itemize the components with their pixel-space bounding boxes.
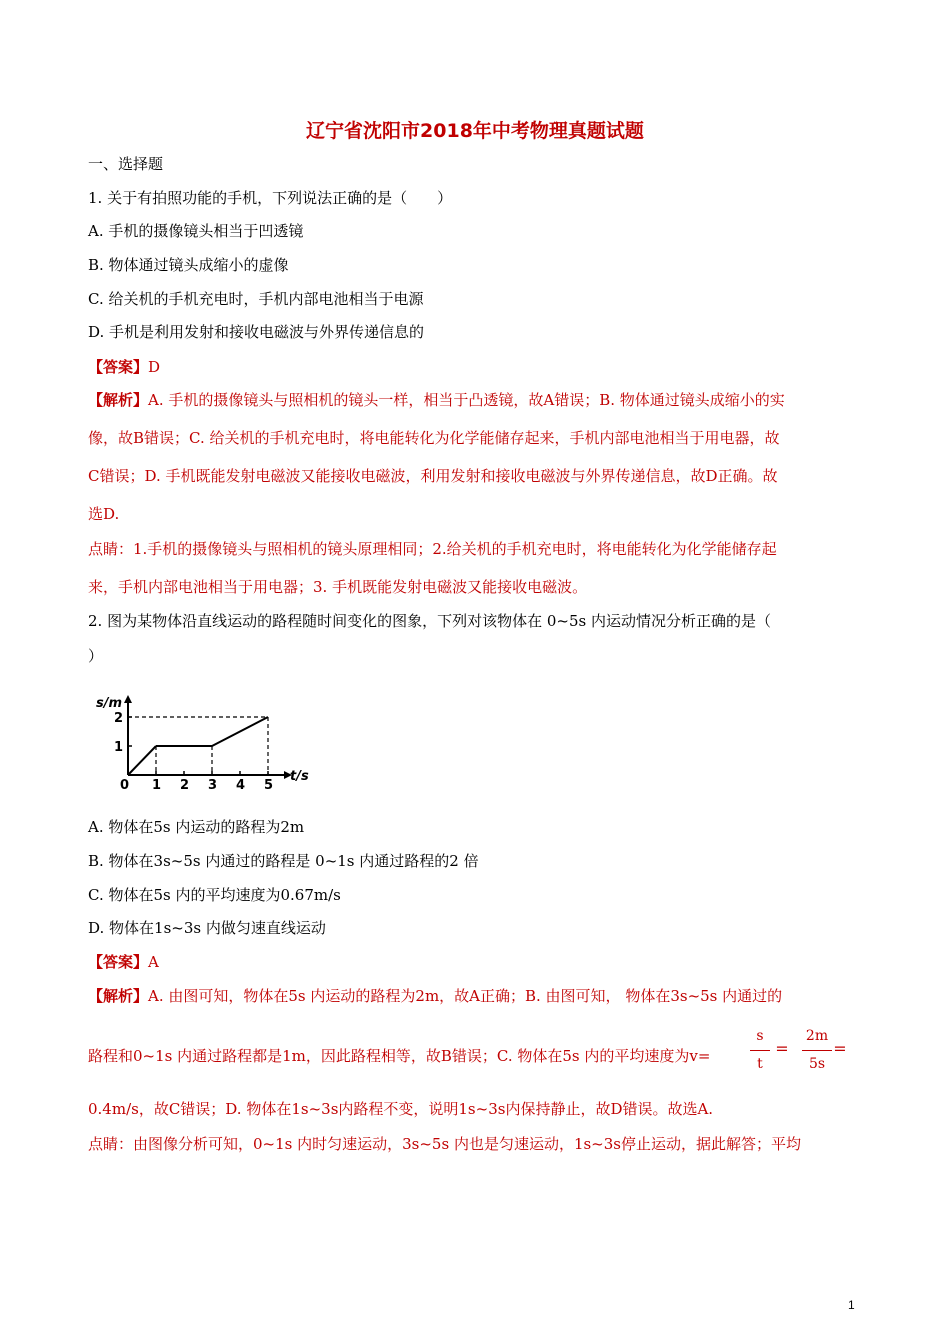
data-segment	[212, 717, 268, 746]
y-tick-label: 1	[114, 740, 124, 755]
data-segment	[128, 746, 156, 775]
q2-stem-line-1: 2. 图为某物体沿直线运动的路程随时间变化的图象，下列对该物体在 0~5s 内运动情况分析正确的是（	[88, 612, 771, 630]
q2-option-a: A. 物体在5s 内运动的路程为2m	[88, 818, 305, 836]
st-graph	[94, 682, 314, 792]
page-title: 辽宁省沈阳市2018年中考物理真题试题	[306, 120, 644, 142]
q2-analysis-line-3: 0.4m/s，故C错误；D. 物体在1s~3s内路程不变，说明1s~3s内保持静止，故D错误。故选A.	[88, 1100, 714, 1118]
frac2-denominator: 5s	[808, 1056, 826, 1072]
equals-sign: =	[775, 1039, 789, 1058]
equals-sign-2: =	[833, 1039, 847, 1058]
q2-answer	[88, 953, 159, 971]
q2-analysis-line-2: 路程和0~1s 内通过路程都是1m，因此路程相等，故B错误；C. 物体在5s 内的平均速度为v=	[88, 1047, 711, 1065]
y-tick-label: 2	[114, 711, 124, 726]
q1-answer-tag: 【答案】	[88, 358, 149, 376]
q1-analysis-line-1	[88, 391, 785, 409]
q2-option-b: B. 物体在3s~5s 内通过的路程是 0~1s 内通过路程的2 倍	[88, 852, 479, 870]
q1-analysis-line-2: 像，故B错误；C. 给关机的手机充电时，将电能转化为化学能储存起来，手机内部电池相当于用电器，故	[88, 429, 780, 447]
x-tick-label: 3	[208, 778, 218, 792]
frac1-bar	[750, 1050, 770, 1051]
q2-option-c: C. 物体在5s 内的平均速度为0.67m/s	[88, 886, 341, 904]
q1-analysis-line-4: 选D.	[88, 505, 120, 523]
page-number: 1	[848, 1298, 855, 1312]
q1-tip-line-2: 来，手机内部电池相当于用电器；3. 手机既能发射电磁波又能接收电磁波。	[88, 578, 588, 596]
q1-answer-value: D	[148, 358, 161, 376]
q1-analysis-text-1: A. 手机的摄像镜头与照相机的镜头一样，相当于凸透镜，故A错误；B. 物体通过镜头成缩小的实	[148, 391, 785, 409]
q1-analysis-tag: 【解析】	[88, 391, 149, 409]
q2-option-d: D. 物体在1s~3s 内做匀速直线运动	[88, 919, 326, 937]
q1-tip-line-1: 点睛：1.手机的摄像镜头与照相机的镜头原理相同；2.给关机的手机充电时，将电能转化为化学能储存起	[88, 540, 777, 558]
x-axis-label: t/s	[290, 769, 309, 784]
q1-option-c: C. 给关机的手机充电时，手机内部电池相当于电源	[88, 290, 424, 308]
x-tick-label: 4	[236, 778, 246, 792]
q2-analysis-tag: 【解析】	[88, 987, 149, 1005]
x-tick-label: 1	[152, 778, 162, 792]
frac1-denominator: t	[757, 1056, 763, 1072]
q2-analysis-line-1	[88, 987, 782, 1005]
q1-answer	[88, 358, 160, 376]
q2-answer-tag: 【答案】	[88, 953, 149, 971]
frac2-bar	[802, 1050, 832, 1051]
q2-stem-line-2: ）	[88, 647, 104, 665]
section-heading: 一、选择题	[88, 155, 164, 173]
x-tick-label: 2	[180, 778, 190, 792]
q2-tip-line-1: 点睛：由图像分析可知，0~1s 内时匀速运动，3s~5s 内也是匀速运动，1s~3s停止运动，据此解答；平均	[88, 1135, 801, 1153]
q1-stem: 1. 关于有拍照功能的手机，下列说法正确的是（ ）	[88, 189, 453, 207]
frac2-numerator: 2m	[805, 1028, 829, 1044]
q2-answer-value: A	[148, 953, 159, 971]
x-tick-label: 0	[120, 778, 130, 792]
q1-option-d: D. 手机是利用发射和接收电磁波与外界传递信息的	[88, 323, 425, 341]
x-tick-label: 5	[264, 778, 274, 792]
q1-analysis-line-3: C错误；D. 手机既能发射电磁波又能接收电磁波，利用发射和接收电磁波与外界传递信息，故D正确。故	[88, 467, 778, 485]
y-axis-arrow	[124, 695, 132, 703]
q1-option-a: A. 手机的摄像镜头相当于凹透镜	[88, 222, 304, 240]
frac1-numerator: s	[756, 1028, 764, 1044]
q1-option-b: B. 物体通过镜头成缩小的虚像	[88, 256, 289, 274]
y-axis-label: s/m	[96, 696, 123, 711]
q2-analysis-text-1: A. 由图可知，物体在5s 内运动的路程为2m，故A正确；B. 由图可知， 物体在3s~5s 内通过的	[148, 987, 783, 1005]
